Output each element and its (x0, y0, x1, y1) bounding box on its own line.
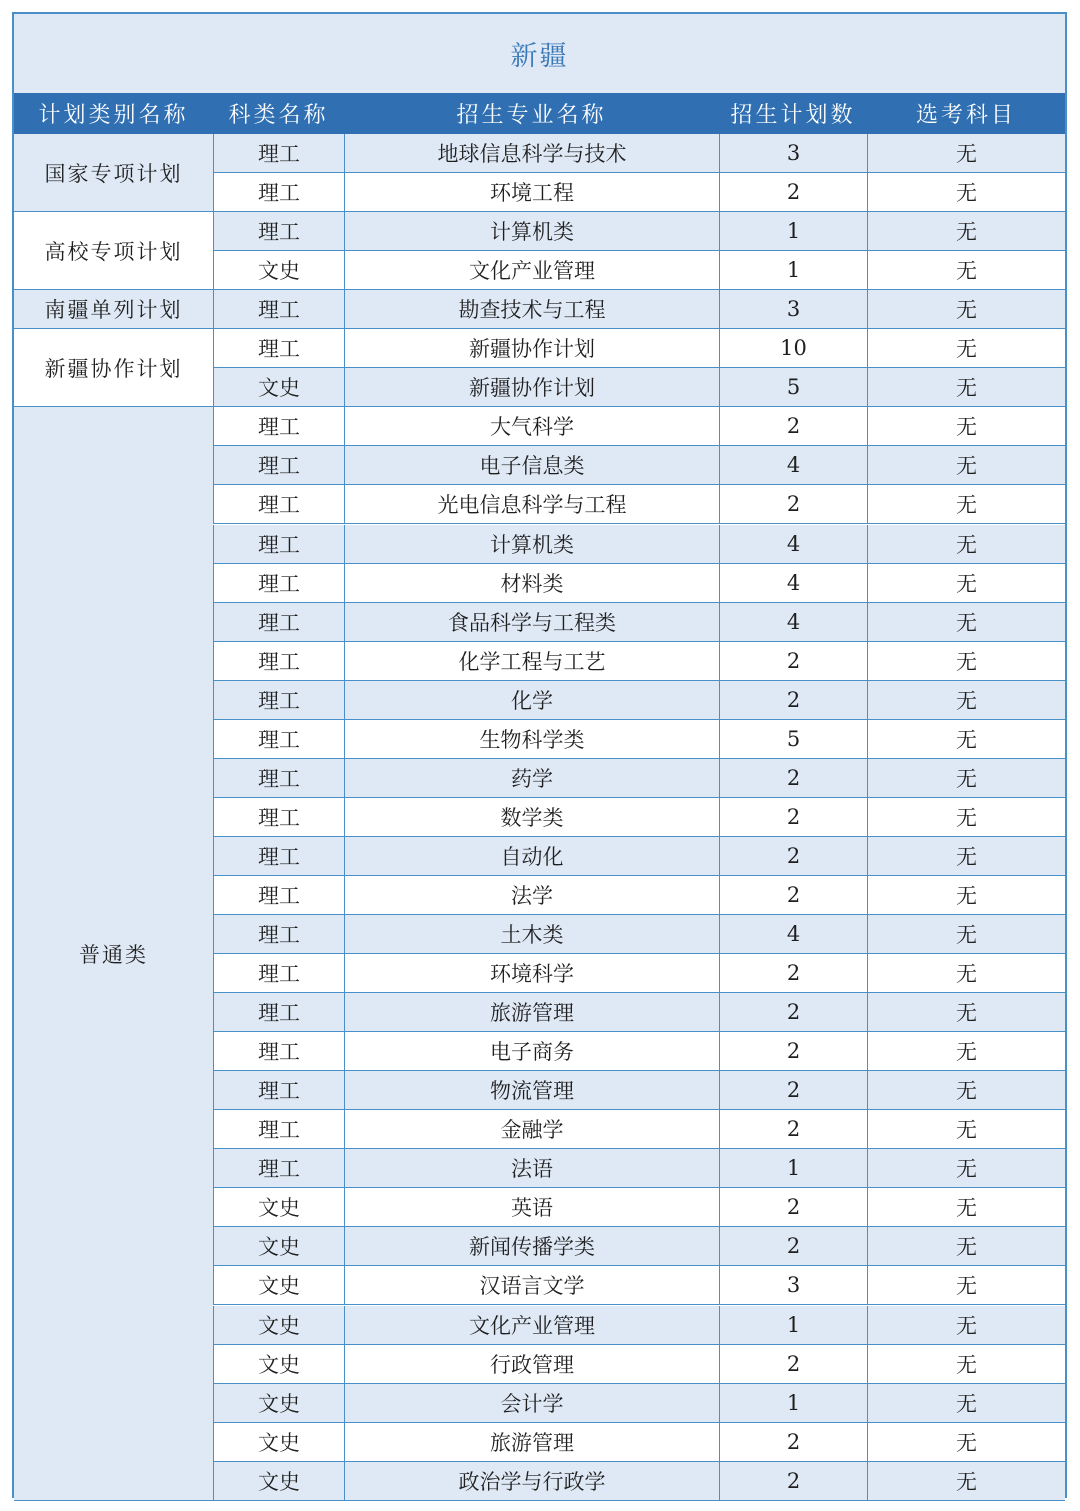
major-name-cell: 化学工程与工艺 (344, 642, 719, 681)
subject-type-cell: 理工 (213, 1149, 344, 1188)
table-title: 新疆 (14, 14, 1065, 93)
elective-cell: 无 (867, 134, 1065, 173)
plan-count-cell: 5 (719, 368, 867, 407)
elective-cell: 无 (867, 485, 1065, 524)
plan-count-cell: 2 (719, 681, 867, 720)
major-name-cell: 光电信息科学与工程 (344, 485, 719, 524)
major-name-cell: 环境科学 (344, 954, 719, 993)
elective-cell: 无 (867, 1462, 1065, 1501)
plan-category-cell: 普通类 (14, 407, 213, 1500)
subject-type-cell: 文史 (213, 1266, 344, 1305)
major-name-cell: 新疆协作计划 (344, 368, 719, 407)
elective-cell: 无 (867, 1345, 1065, 1384)
subject-type-cell: 文史 (213, 1188, 344, 1227)
plan-count-cell: 2 (719, 837, 867, 876)
subject-type-cell: 理工 (213, 1071, 344, 1110)
plan-count-cell: 2 (719, 407, 867, 446)
plan-category-cell: 国家专项计划 (14, 134, 213, 212)
elective-cell: 无 (867, 446, 1065, 485)
plan-count-cell: 3 (719, 134, 867, 173)
header-subject-type: 科类名称 (213, 93, 344, 134)
subject-type-cell: 文史 (213, 1227, 344, 1266)
subject-type-cell: 理工 (213, 720, 344, 759)
elective-cell: 无 (867, 642, 1065, 681)
subject-type-cell: 理工 (213, 642, 344, 681)
plan-count-cell: 2 (719, 485, 867, 524)
subject-type-cell: 理工 (213, 290, 344, 329)
subject-type-cell: 理工 (213, 1110, 344, 1149)
elective-cell: 无 (867, 1032, 1065, 1071)
plan-count-cell: 5 (719, 720, 867, 759)
elective-cell: 无 (867, 1110, 1065, 1149)
subject-type-cell: 理工 (213, 212, 344, 251)
plan-count-cell: 3 (719, 1266, 867, 1305)
plan-count-cell: 2 (719, 798, 867, 837)
subject-type-cell: 文史 (213, 368, 344, 407)
elective-cell: 无 (867, 1266, 1065, 1305)
header-elective-subjects: 选考科目 (867, 93, 1065, 134)
plan-category-cell: 高校专项计划 (14, 212, 213, 290)
plan-count-cell: 2 (719, 173, 867, 212)
major-name-cell: 化学 (344, 681, 719, 720)
subject-type-cell: 理工 (213, 876, 344, 915)
plan-count-cell: 1 (719, 251, 867, 290)
plan-count-cell: 2 (719, 1071, 867, 1110)
major-name-cell: 环境工程 (344, 173, 719, 212)
subject-type-cell: 理工 (213, 564, 344, 603)
subject-type-cell: 理工 (213, 915, 344, 954)
major-name-cell: 电子商务 (344, 1032, 719, 1071)
major-name-cell: 法学 (344, 876, 719, 915)
plan-count-cell: 2 (719, 993, 867, 1032)
elective-cell: 无 (867, 212, 1065, 251)
subject-type-cell: 理工 (213, 329, 344, 368)
elective-cell: 无 (867, 876, 1065, 915)
major-name-cell: 新疆协作计划 (344, 329, 719, 368)
major-name-cell: 新闻传播学类 (344, 1227, 719, 1266)
major-name-cell: 旅游管理 (344, 1423, 719, 1462)
elective-cell: 无 (867, 915, 1065, 954)
plan-count-cell: 2 (719, 759, 867, 798)
major-name-cell: 地球信息科学与技术 (344, 134, 719, 173)
major-name-cell: 勘查技术与工程 (344, 290, 719, 329)
elective-cell: 无 (867, 564, 1065, 603)
major-name-cell: 药学 (344, 759, 719, 798)
subject-type-cell: 文史 (213, 1345, 344, 1384)
subject-type-cell: 理工 (213, 173, 344, 212)
elective-cell: 无 (867, 837, 1065, 876)
major-name-cell: 英语 (344, 1188, 719, 1227)
header-major-name: 招生专业名称 (344, 93, 719, 134)
major-name-cell: 数学类 (344, 798, 719, 837)
plan-count-cell: 2 (719, 1032, 867, 1071)
subject-type-cell: 理工 (213, 954, 344, 993)
subject-type-cell: 理工 (213, 407, 344, 446)
plan-count-cell: 2 (719, 1423, 867, 1462)
major-name-cell: 旅游管理 (344, 993, 719, 1032)
subject-type-cell: 理工 (213, 798, 344, 837)
major-name-cell: 会计学 (344, 1384, 719, 1423)
major-name-cell: 土木类 (344, 915, 719, 954)
plan-count-cell: 1 (719, 1149, 867, 1188)
elective-cell: 无 (867, 603, 1065, 642)
elective-cell: 无 (867, 1071, 1065, 1110)
major-name-cell: 计算机类 (344, 525, 719, 564)
subject-type-cell: 理工 (213, 485, 344, 524)
elective-cell: 无 (867, 407, 1065, 446)
subject-type-cell: 理工 (213, 681, 344, 720)
elective-cell: 无 (867, 525, 1065, 564)
plan-count-cell: 2 (719, 1110, 867, 1149)
plan-count-cell: 2 (719, 876, 867, 915)
elective-cell: 无 (867, 954, 1065, 993)
plan-count-cell: 2 (719, 642, 867, 681)
subject-type-cell: 理工 (213, 525, 344, 564)
plan-count-cell: 2 (719, 1188, 867, 1227)
elective-cell: 无 (867, 290, 1065, 329)
subject-type-cell: 文史 (213, 1384, 344, 1423)
elective-cell: 无 (867, 368, 1065, 407)
major-name-cell: 计算机类 (344, 212, 719, 251)
elective-cell: 无 (867, 993, 1065, 1032)
elective-cell: 无 (867, 251, 1065, 290)
subject-type-cell: 文史 (213, 1462, 344, 1501)
elective-cell: 无 (867, 1188, 1065, 1227)
major-name-cell: 大气科学 (344, 407, 719, 446)
major-name-cell: 文化产业管理 (344, 251, 719, 290)
subject-type-cell: 理工 (213, 134, 344, 173)
plan-count-cell: 2 (719, 1345, 867, 1384)
plan-count-cell: 4 (719, 915, 867, 954)
major-name-cell: 物流管理 (344, 1071, 719, 1110)
plan-count-cell: 4 (719, 564, 867, 603)
plan-category-cell: 南疆单列计划 (14, 290, 213, 329)
major-name-cell: 食品科学与工程类 (344, 603, 719, 642)
plan-count-cell: 2 (719, 1462, 867, 1501)
subject-type-cell: 文史 (213, 1423, 344, 1462)
major-name-cell: 生物科学类 (344, 720, 719, 759)
header-plan-count: 招生计划数 (719, 93, 867, 134)
major-name-cell: 汉语言文学 (344, 1266, 719, 1305)
elective-cell: 无 (867, 1149, 1065, 1188)
elective-cell: 无 (867, 173, 1065, 212)
major-name-cell: 政治学与行政学 (344, 1462, 719, 1501)
plan-count-cell: 4 (719, 603, 867, 642)
major-name-cell: 行政管理 (344, 1345, 719, 1384)
major-name-cell: 金融学 (344, 1110, 719, 1149)
major-name-cell: 法语 (344, 1149, 719, 1188)
major-name-cell: 材料类 (344, 564, 719, 603)
subject-type-cell: 文史 (213, 251, 344, 290)
subject-type-cell: 理工 (213, 837, 344, 876)
elective-cell: 无 (867, 329, 1065, 368)
elective-cell: 无 (867, 759, 1065, 798)
plan-count-cell: 1 (719, 1306, 867, 1345)
plan-count-cell: 4 (719, 446, 867, 485)
subject-type-cell: 理工 (213, 603, 344, 642)
major-name-cell: 自动化 (344, 837, 719, 876)
plan-count-cell: 10 (719, 329, 867, 368)
subject-type-cell: 理工 (213, 1032, 344, 1071)
subject-type-cell: 理工 (213, 993, 344, 1032)
elective-cell: 无 (867, 720, 1065, 759)
plan-count-cell: 1 (719, 212, 867, 251)
plan-count-cell: 3 (719, 290, 867, 329)
plan-count-cell: 2 (719, 1227, 867, 1266)
header-plan-category: 计划类别名称 (14, 93, 213, 134)
major-name-cell: 文化产业管理 (344, 1306, 719, 1345)
plan-count-cell: 1 (719, 1384, 867, 1423)
plan-category-cell: 新疆协作计划 (14, 329, 213, 407)
elective-cell: 无 (867, 1423, 1065, 1462)
elective-cell: 无 (867, 1306, 1065, 1345)
elective-cell: 无 (867, 681, 1065, 720)
elective-cell: 无 (867, 798, 1065, 837)
elective-cell: 无 (867, 1384, 1065, 1423)
subject-type-cell: 理工 (213, 446, 344, 485)
plan-count-cell: 4 (719, 525, 867, 564)
elective-cell: 无 (867, 1227, 1065, 1266)
subject-type-cell: 文史 (213, 1306, 344, 1345)
plan-count-cell: 2 (719, 954, 867, 993)
major-name-cell: 电子信息类 (344, 446, 719, 485)
subject-type-cell: 理工 (213, 759, 344, 798)
